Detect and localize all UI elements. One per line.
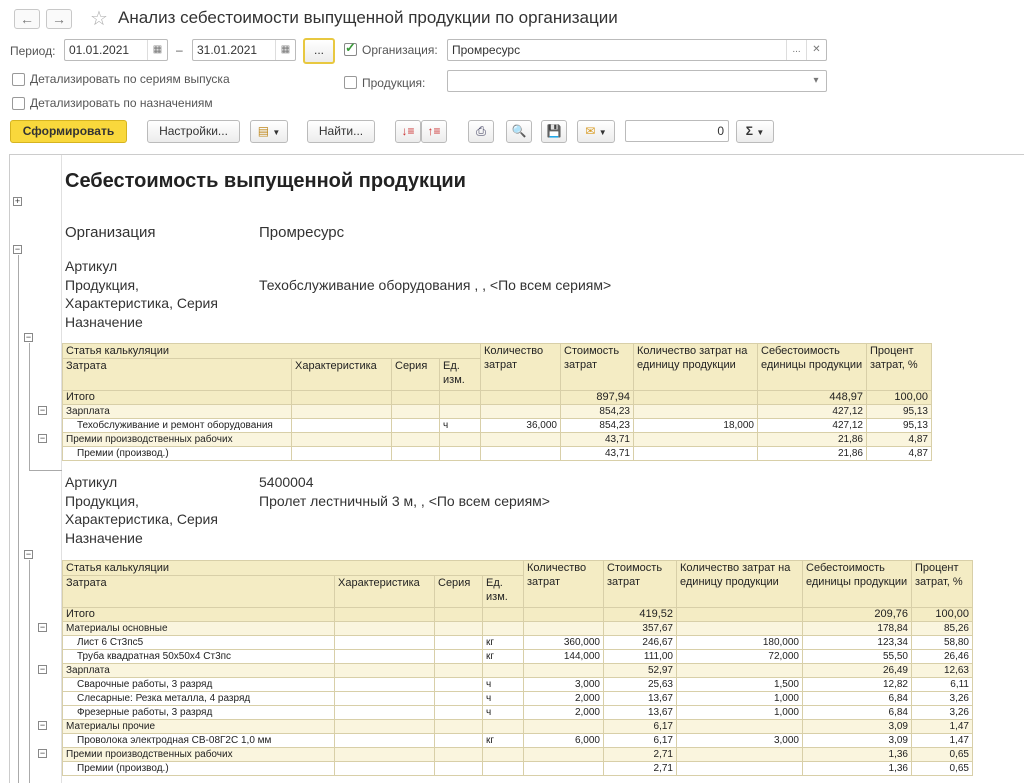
cell-pct: 58,80 <box>912 636 973 650</box>
table-row[interactable] <box>63 692 973 706</box>
cell-value: 6,17 <box>604 720 677 734</box>
table-row[interactable] <box>63 650 973 664</box>
cell-pct: 4,87 <box>867 433 932 447</box>
group-row[interactable] <box>63 405 932 419</box>
print-button[interactable] <box>468 120 494 143</box>
cell-qpu <box>677 720 803 734</box>
cell-pct: 6,11 <box>912 678 973 692</box>
cell-unit: ч <box>483 678 524 692</box>
chevron-down-icon: ▼ <box>756 128 765 137</box>
header-series: Серия <box>392 359 440 391</box>
preview-button[interactable] <box>506 120 532 143</box>
cell-value: 6,17 <box>604 734 677 748</box>
cell-ucost: 1,36 <box>803 762 912 776</box>
cell-qty: 2,000 <box>524 706 604 720</box>
cell-value: 2,71 <box>604 762 677 776</box>
cell-char <box>335 692 435 706</box>
cell-series <box>435 678 483 692</box>
cell-pct: 95,13 <box>867 405 932 419</box>
cell-ucost: 6,84 <box>803 706 912 720</box>
cell-ucost: 26,49 <box>803 664 912 678</box>
cell-pct: 0,65 <box>912 748 973 762</box>
cell-name: Итого <box>63 391 292 405</box>
cell-char <box>292 433 392 447</box>
chevron-down-icon[interactable]: ▾ <box>813 75 819 86</box>
cell-char <box>335 664 435 678</box>
cell-pct: 26,46 <box>912 650 973 664</box>
date-from-value: 01.01.2021 <box>69 43 130 57</box>
cell-char <box>292 391 392 405</box>
collapse-icon[interactable]: − <box>39 748 46 758</box>
char-series-label: Характеристика, Серия <box>65 295 218 311</box>
cell-char <box>292 447 392 461</box>
cell-char <box>335 622 435 636</box>
cell-pct: 4,87 <box>867 447 932 461</box>
cell-series <box>435 650 483 664</box>
cell-unit <box>483 720 524 734</box>
group-row[interactable] <box>63 664 973 678</box>
org-value: Промресурс <box>259 224 345 241</box>
cell-name: Премии производственных рабочих <box>63 433 292 447</box>
header-unit: Ед. изм. <box>440 359 481 391</box>
cell-series <box>435 706 483 720</box>
header-item: Статья калькуляции <box>63 344 481 359</box>
outline-line <box>18 255 19 783</box>
outline-line <box>29 470 62 471</box>
cell-qty: 3,000 <box>524 678 604 692</box>
purpose-label: Назначение <box>65 530 143 546</box>
article-label: Артикул <box>65 474 118 490</box>
cell-ucost: 21,86 <box>758 447 867 461</box>
table-row[interactable] <box>63 762 973 776</box>
cell-qty <box>481 433 561 447</box>
cell-unit <box>440 433 481 447</box>
collapse-icon[interactable]: − <box>39 405 46 415</box>
chevron-down-icon: ▼ <box>272 128 281 137</box>
cell-ucost: 448,97 <box>758 391 867 405</box>
cell-qpu: 3,000 <box>677 734 803 748</box>
cell-qty <box>481 405 561 419</box>
cell-char <box>292 419 392 433</box>
window-title: Анализ себестоимости выпущенной продукции по организации <box>118 8 618 27</box>
product-label: Продукция, <box>65 493 139 509</box>
date-to-field[interactable] <box>192 39 296 61</box>
cell-qpu: 18,000 <box>634 419 758 433</box>
cell-value: 25,63 <box>604 678 677 692</box>
cell-series <box>435 762 483 776</box>
product-field[interactable] <box>447 70 827 92</box>
total-row[interactable] <box>63 608 973 622</box>
detail-purpose-label: Детализировать по назначениям <box>30 96 213 110</box>
cell-ucost: 21,86 <box>758 433 867 447</box>
header-cost: Затрата <box>63 576 335 608</box>
product-checkbox[interactable] <box>344 76 357 89</box>
cell-qty <box>524 720 604 734</box>
cell-name: Материалы основные <box>63 622 335 636</box>
cell-pct: 95,13 <box>867 419 932 433</box>
cell-unit <box>483 664 524 678</box>
cell-ucost: 1,36 <box>803 748 912 762</box>
header-value: Стоимость затрат <box>604 561 677 608</box>
cell-value: 2,71 <box>604 748 677 762</box>
cell-name: Лист 6 Ст3пс5 <box>63 636 335 650</box>
header-cost: Затрата <box>63 359 292 391</box>
cell-unit <box>440 391 481 405</box>
chevron-down-icon: ▼ <box>598 128 607 137</box>
cell-char <box>292 405 392 419</box>
cell-char <box>335 720 435 734</box>
header-unit: Ед. изм. <box>483 576 524 608</box>
product-value: Пролет лестничный 3 м, , <По всем сериям> <box>259 493 550 509</box>
cell-ucost: 427,12 <box>758 419 867 433</box>
cell-unit: кг <box>483 734 524 748</box>
cell-unit: кг <box>483 636 524 650</box>
table-row[interactable] <box>63 447 932 461</box>
header-series: Серия <box>435 576 483 608</box>
cell-qpu <box>634 447 758 461</box>
header-value: Стоимость затрат <box>561 344 634 391</box>
cell-name: Премии (производ.) <box>63 447 292 461</box>
cell-value: 854,23 <box>561 419 634 433</box>
forward-button[interactable]: → <box>46 9 72 29</box>
outline-line <box>29 343 30 471</box>
report-area[interactable] <box>9 154 1024 783</box>
cell-name: Зарплата <box>63 664 335 678</box>
header-unit-cost: Себестоимость единицы продукции <box>758 344 867 391</box>
cell-unit <box>483 622 524 636</box>
cell-qpu <box>677 608 803 622</box>
outline-line <box>29 560 30 783</box>
header-qty-per-unit: Количество затрат на единицу продукции <box>677 561 803 608</box>
cell-value: 357,67 <box>604 622 677 636</box>
group-row[interactable] <box>63 622 973 636</box>
cell-series <box>435 692 483 706</box>
period-dash: – <box>176 43 183 57</box>
cell-ucost: 55,50 <box>803 650 912 664</box>
cell-ucost: 3,09 <box>803 734 912 748</box>
cell-pct: 12,63 <box>912 664 973 678</box>
header-char: Характеристика <box>292 359 392 391</box>
cell-name: Премии (производ.) <box>63 762 335 776</box>
save-button[interactable] <box>541 120 567 143</box>
header-percent: Процент затрат, % <box>912 561 973 608</box>
article-value: 5400004 <box>259 474 314 490</box>
clear-icon[interactable]: ✕ <box>806 40 826 60</box>
table-row[interactable] <box>63 706 973 720</box>
collapse-icon[interactable]: − <box>25 332 32 342</box>
cell-char <box>335 706 435 720</box>
cell-qty <box>524 664 604 678</box>
cell-name: Техобслуживание и ремонт оборудования <box>63 419 292 433</box>
cell-qpu <box>634 433 758 447</box>
table-row[interactable] <box>63 636 973 650</box>
cell-ucost: 3,09 <box>803 720 912 734</box>
organization-checkbox[interactable] <box>344 40 357 56</box>
favorite-star-icon[interactable]: ☆ <box>90 8 108 30</box>
cell-qpu <box>677 748 803 762</box>
cell-qty: 6,000 <box>524 734 604 748</box>
cell-qty: 2,000 <box>524 692 604 706</box>
sigma-icon: Σ <box>745 124 753 138</box>
cell-name: Материалы прочие <box>63 720 335 734</box>
cell-pct: 85,26 <box>912 622 973 636</box>
period-label: Период: <box>10 44 56 58</box>
table-row[interactable] <box>63 734 973 748</box>
cell-name: Сварочные работы, 3 разряд <box>63 678 335 692</box>
cell-char <box>335 748 435 762</box>
collapse-icon[interactable]: − <box>39 433 46 443</box>
article-label: Артикул <box>65 258 118 274</box>
collapse-icon[interactable]: − <box>39 720 46 730</box>
cell-value: 13,67 <box>604 706 677 720</box>
calendar-icon[interactable]: ▦ <box>147 40 167 60</box>
cell-pct: 100,00 <box>912 608 973 622</box>
date-to-value: 31.01.2021 <box>197 43 258 57</box>
cell-name: Слесарные: Резка металла, 4 разряд <box>63 692 335 706</box>
cell-series <box>435 748 483 762</box>
product-value: Техобслуживание оборудования , , <По всем сериям> <box>259 277 612 293</box>
cell-unit: ч <box>483 706 524 720</box>
cell-pct: 3,26 <box>912 692 973 706</box>
cell-pct: 0,65 <box>912 762 973 776</box>
table-row[interactable] <box>63 419 932 433</box>
cell-qty <box>524 622 604 636</box>
organization-field[interactable] <box>447 39 827 61</box>
char-series-label: Характеристика, Серия <box>65 511 218 527</box>
sort-asc-icon: ↓≡ <box>401 124 415 138</box>
cell-ucost: 178,84 <box>803 622 912 636</box>
detail-purpose-checkbox[interactable] <box>12 97 25 110</box>
cell-series <box>392 447 440 461</box>
cell-ucost: 427,12 <box>758 405 867 419</box>
cell-value: 13,67 <box>604 692 677 706</box>
cell-ucost: 209,76 <box>803 608 912 622</box>
cell-pct: 3,26 <box>912 706 973 720</box>
header-unit-cost: Себестоимость единицы продукции <box>803 561 912 608</box>
cell-value: 111,00 <box>604 650 677 664</box>
preview-icon: 🔍 <box>511 124 527 138</box>
send-menu-button[interactable] <box>577 120 615 143</box>
cell-ucost: 6,84 <box>803 692 912 706</box>
cost-table-2 <box>62 560 973 776</box>
collapse-icon[interactable]: − <box>25 549 32 559</box>
generate-button[interactable]: Сформировать <box>10 120 127 143</box>
floppy-icon: 💾 <box>546 124 562 138</box>
cell-value: 43,71 <box>561 433 634 447</box>
cell-char <box>335 678 435 692</box>
collapse-icon[interactable]: − <box>39 664 46 674</box>
cell-name: Итого <box>63 608 335 622</box>
cell-qty: 36,000 <box>481 419 561 433</box>
org-label: Организация <box>65 224 156 241</box>
checkmark-icon: ✓ <box>345 40 356 55</box>
printer-icon: ⎙ <box>476 124 486 138</box>
cell-series <box>392 419 440 433</box>
detail-series-checkbox[interactable] <box>12 73 25 86</box>
group-row[interactable] <box>63 433 932 447</box>
cell-name: Труба квадратная 50x50x4 Ст3пс <box>63 650 335 664</box>
sum-menu-button[interactable] <box>736 120 774 143</box>
cell-char <box>335 608 435 622</box>
cell-qty <box>524 748 604 762</box>
cell-value: 246,67 <box>604 636 677 650</box>
cell-qpu: 1,500 <box>677 678 803 692</box>
cell-qpu <box>677 622 803 636</box>
cell-unit <box>483 748 524 762</box>
cell-qpu <box>677 762 803 776</box>
cell-name: Проволока электродная СВ-08Г2С 1,0 мм <box>63 734 335 748</box>
sort-desc-icon: ↑≡ <box>427 124 441 138</box>
cell-value: 854,23 <box>561 405 634 419</box>
cell-pct: 100,00 <box>867 391 932 405</box>
cell-series <box>435 734 483 748</box>
cell-series <box>435 664 483 678</box>
cell-series <box>435 720 483 734</box>
cell-unit: ч <box>440 419 481 433</box>
organization-value: Промресурс <box>452 43 521 57</box>
organization-label: Организация: <box>362 43 438 57</box>
detail-series-label: Детализировать по сериям выпуска <box>30 72 230 86</box>
cell-qty <box>481 447 561 461</box>
cell-char <box>335 762 435 776</box>
cell-name: Зарплата <box>63 405 292 419</box>
cell-unit <box>483 608 524 622</box>
group-row[interactable] <box>63 720 973 734</box>
cell-value: 897,94 <box>561 391 634 405</box>
total-row[interactable] <box>63 391 932 405</box>
header-qty-per-unit: Количество затрат на единицу продукции <box>634 344 758 391</box>
cell-unit <box>440 447 481 461</box>
report-title: Себестоимость выпущенной продукции <box>65 170 466 192</box>
header-percent: Процент затрат, % <box>867 344 932 391</box>
collapse-icon[interactable]: − <box>14 244 21 254</box>
cell-unit: кг <box>483 650 524 664</box>
cell-value: 43,71 <box>561 447 634 461</box>
cell-qpu: 1,000 <box>677 692 803 706</box>
cell-value: 419,52 <box>604 608 677 622</box>
cell-series <box>435 636 483 650</box>
cell-ucost: 123,34 <box>803 636 912 650</box>
cell-series <box>435 608 483 622</box>
cell-series <box>392 391 440 405</box>
cell-qty <box>524 608 604 622</box>
cell-qty: 360,000 <box>524 636 604 650</box>
cell-qty: 144,000 <box>524 650 604 664</box>
period-select-button[interactable]: ... <box>303 38 335 64</box>
cell-ucost: 12,82 <box>803 678 912 692</box>
cell-name: Премии производственных рабочих <box>63 748 335 762</box>
purpose-label: Назначение <box>65 314 143 330</box>
settings-button[interactable]: Настройки... <box>147 120 240 143</box>
cell-qty <box>524 762 604 776</box>
cell-name: Фрезерные работы, 3 разряд <box>63 706 335 720</box>
cell-qpu <box>634 405 758 419</box>
cell-char <box>335 636 435 650</box>
cell-unit: ч <box>483 692 524 706</box>
cell-char <box>335 734 435 748</box>
cell-series <box>392 433 440 447</box>
cell-pct: 1,47 <box>912 734 973 748</box>
header-char: Характеристика <box>335 576 435 608</box>
cell-qpu: 72,000 <box>677 650 803 664</box>
cell-series <box>435 622 483 636</box>
select-button[interactable]: ... <box>786 40 806 60</box>
collapse-icon[interactable]: − <box>39 622 46 632</box>
expand-icon[interactable]: + <box>14 196 21 206</box>
back-button[interactable]: ← <box>14 9 40 29</box>
clipboard-icon: ▤ <box>257 124 270 138</box>
date-from-field[interactable] <box>64 39 168 61</box>
product-label: Продукция, <box>65 277 139 293</box>
header-qty: Количество затрат <box>524 561 604 608</box>
cell-char <box>335 650 435 664</box>
cell-qpu <box>677 664 803 678</box>
cost-table-1 <box>62 343 932 461</box>
sort-desc-button[interactable] <box>421 120 447 143</box>
product-label: Продукция: <box>362 76 426 90</box>
cell-qpu: 1,000 <box>677 706 803 720</box>
variant-menu-button[interactable] <box>250 120 288 143</box>
header-item: Статья калькуляции <box>63 561 524 576</box>
find-button[interactable]: Найти... <box>307 120 375 143</box>
cell-value: 52,97 <box>604 664 677 678</box>
envelope-icon: ✉ <box>585 124 596 138</box>
calendar-icon[interactable]: ▦ <box>275 40 295 60</box>
header-qty: Количество затрат <box>481 344 561 391</box>
cell-qty <box>481 391 561 405</box>
cell-qpu: 180,000 <box>677 636 803 650</box>
cell-unit <box>483 762 524 776</box>
cell-pct: 1,47 <box>912 720 973 734</box>
table-row[interactable] <box>63 678 973 692</box>
group-row[interactable] <box>63 748 973 762</box>
cell-unit <box>440 405 481 419</box>
sum-value-field[interactable]: 0 <box>625 120 729 142</box>
sort-asc-button[interactable] <box>395 120 421 143</box>
cell-series <box>392 405 440 419</box>
cell-qpu <box>634 391 758 405</box>
